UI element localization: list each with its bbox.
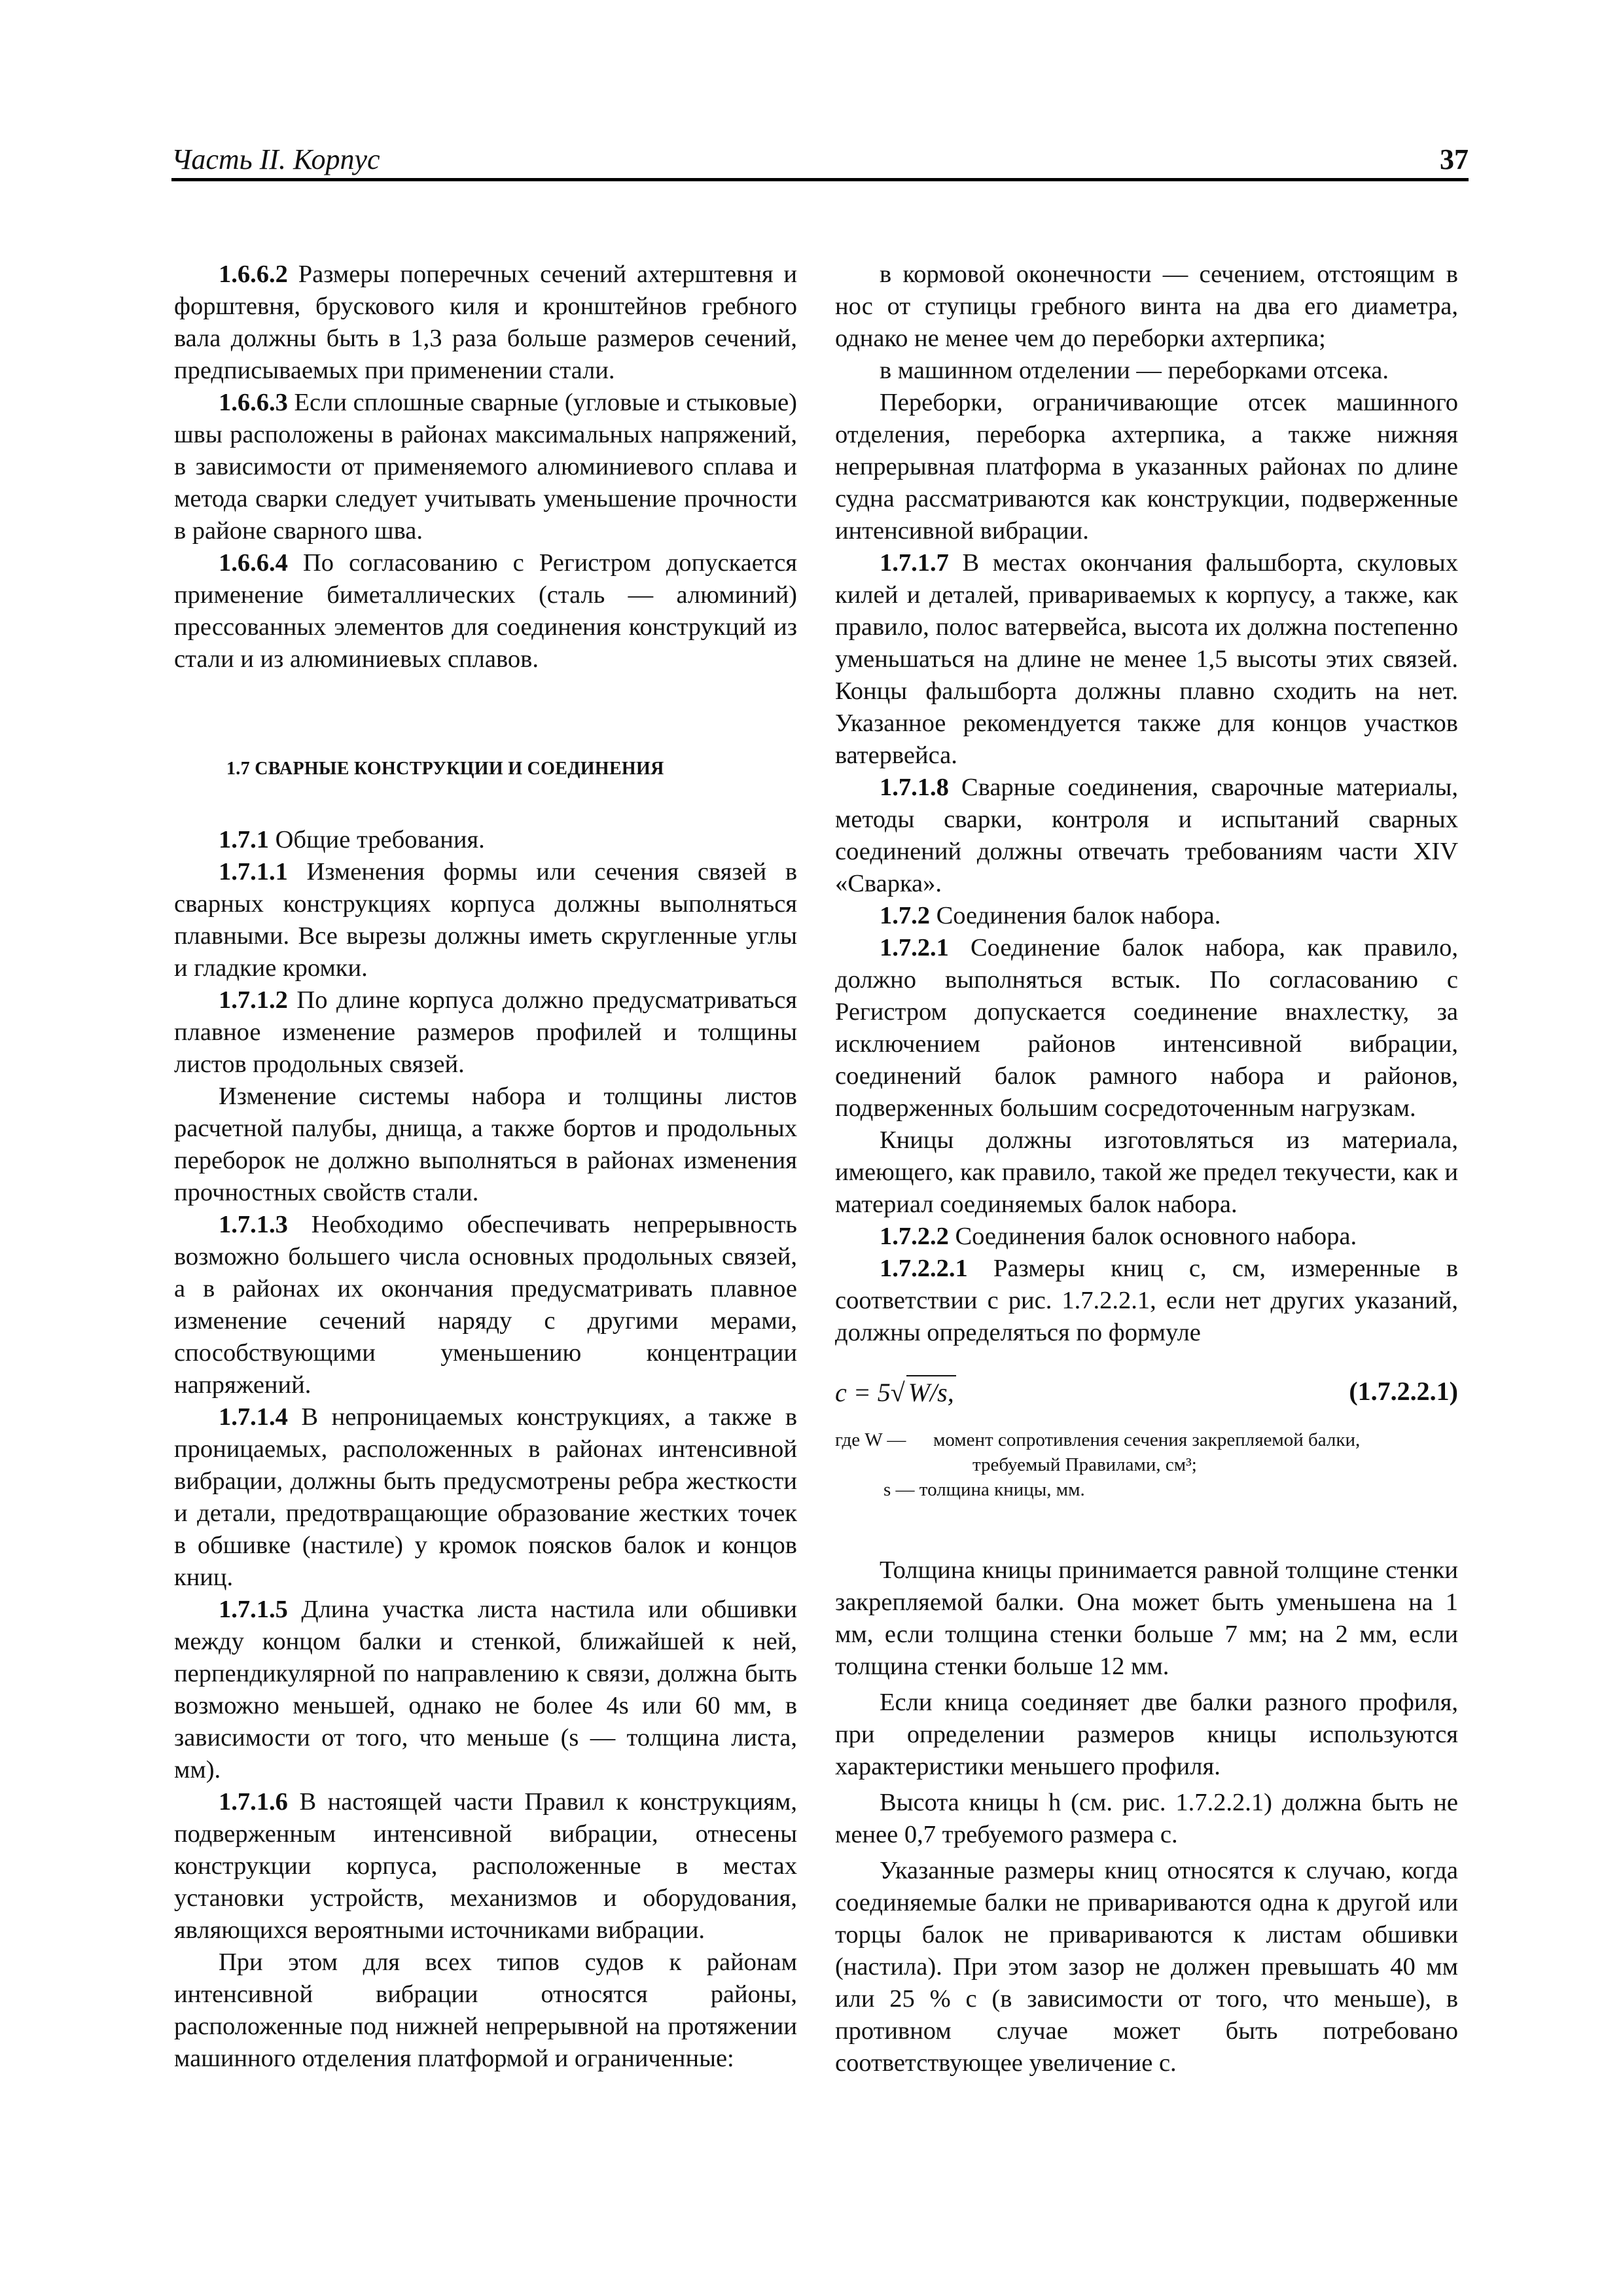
paragraph-height: Высота кницы h (см. рис. 1.7.2.2.1) должна быть не менее 0,7 требуемого размера c. xyxy=(835,1789,1458,1848)
paragraph-1-7-1-1 xyxy=(174,856,797,984)
paragraph-text: В местах окончания фальшборта, скуловых килей и деталей, привариваемых к корпусу, а также, как правило, полос ватервейса, высота их должна постепенно уменьшаться на длине не менее 1,5 высоты этих связей. Концы фальшборта должны плавно сходить на нет. Указанное рекомендуется также для концов участков ватервейса. xyxy=(835,549,1458,769)
paragraph-1-7-2-1 xyxy=(835,932,1458,1124)
paragraph-1-7-2-2-1 xyxy=(835,1253,1458,1349)
legend-w-text-cont: требуемый Правилами, см³; xyxy=(972,1454,1197,1475)
clause-number: 1.6.6.2 xyxy=(219,260,288,288)
paragraph-1-7-2-2 xyxy=(835,1221,1458,1253)
right-column xyxy=(835,259,1458,2079)
legend-w-text: момент сопротивления сечения закрепляемой балки, xyxy=(933,1429,1361,1450)
page-number: 37 xyxy=(1440,143,1469,175)
clause-number: 1.7.2.2.1 xyxy=(880,1255,968,1282)
formula-radicand: W/s, xyxy=(906,1375,956,1408)
clause-number: 1.7.1.6 xyxy=(219,1788,288,1816)
formula-legend xyxy=(835,1427,1458,1502)
paragraph-1-6-6-3 xyxy=(174,387,797,547)
paragraph-gap: Указанные размеры книц относятся к случаю, когда соединяемые балки не привариваются одна к другой или торцы балок не привариваются к листам обшивки (настила). При этом зазор не должен превышать 40 мм или 25 % c (в зависимости от того, что меньше), в противном случае может быть потребовано соответствующее увеличение c. xyxy=(835,1857,1458,2077)
paragraph-vibration-areas: При этом для всех типов судов к районам интенсивной вибрации относятся районы, расположенные под нижней непрерывной на протяжении машинного отделения платформой и ограниченные: xyxy=(174,1948,797,2072)
paragraph-1-6-6-4 xyxy=(174,547,797,675)
clause-number: 1.7.1.7 xyxy=(880,549,949,577)
legend-lead: где W — xyxy=(835,1429,906,1450)
paragraph-text: В настоящей части Правил к конструкциям, подверженным интенсивной вибрации, отнесены конструкции корпуса, расположенные в местах установки устройств, механизмов и оборудования, являющихся вероятными источниками вибрации. xyxy=(174,1788,797,1944)
paragraph-text: Необходимо обеспечивать непрерывность возможно большего числа основных продольных связей, а в районах их окончания предусматривать плавное изменение сечений наряду с другими мерами, способствующими уменьшению концентрации напряжений. xyxy=(174,1211,797,1399)
paragraph-text: Сварные соединения, сварочные материалы, методы сварки, контроля и испытаний сварных соединений должны отвечать требованиям части XIV «Сварка». xyxy=(835,774,1458,897)
paragraph-1-7-1-7 xyxy=(835,547,1458,772)
paragraph-text: По согласованию с Регистром допускается применение биметаллических (сталь — алюминий) прессованных элементов для соединения конструкций из стали и из алюминиевых сплавов. xyxy=(174,549,797,673)
paragraph-text: Изменения формы или сечения связей в сварных конструкциях корпуса должны выполняться плавными. Все вырезы должны иметь скругленные углы и гладкие кромки. xyxy=(174,858,797,982)
formula-expression xyxy=(835,1375,956,1408)
section-heading: 1.7 СВАРНЫЕ КОНСТРУКЦИИ И СОЕДИНЕНИЯ xyxy=(226,759,664,779)
paragraph-thickness: Толщина кницы принимается равной толщине стенки закрепляемой балки. Она может быть уменьшена на 1 мм, если толщина стенки больше 7 мм; на 2 мм, если толщина стенки больше 12 мм. xyxy=(835,1556,1458,1680)
header-title: Часть II. Корпус xyxy=(171,143,380,175)
legend-w xyxy=(835,1427,1458,1477)
formula-number: (1.7.2.2.1) xyxy=(1349,1376,1458,1406)
clause-number: 1.6.6.3 xyxy=(219,389,288,416)
paragraph-text: Общие требования. xyxy=(269,826,485,853)
clause-number: 1.7.1.5 xyxy=(219,1596,288,1623)
paragraph-text: Если сплошные сварные (угловые и стыковые) швы расположены в районах максимальных напряжений, в зависимости от применяемого алюминиевого сплава и метода сварки следует учитывать уменьшение прочности в районе сварного шва. xyxy=(174,389,797,545)
paragraph-1-7-1-4 xyxy=(174,1401,797,1594)
running-header xyxy=(171,143,1469,179)
left-column xyxy=(174,259,797,2075)
paragraph-text: Длина участка листа настила или обшивки между концом балки и стенкой, ближайшей к ней, перпендикулярной по направлению к связи, должна быть возможно меньшей, однако не более 4s или 60 мм, в зависимости от того, что меньше (s — толщина листа, мм). xyxy=(174,1596,797,1784)
paragraph-1-7-2 xyxy=(835,900,1458,932)
paragraph-text: Размеры поперечных сечений ахтерштевня и форштевня, брускового киля и кронштейнов гребного вала должны быть в 1,3 раза больше размеров сечений, предписываемых при применении стали. xyxy=(174,260,797,384)
paragraph-1-7-1 xyxy=(174,824,797,856)
clause-number: 1.7.2.2 xyxy=(880,1223,949,1250)
paragraph-bulkheads: Переборки, ограничивающие отсек машинного отделения, переборка ахтерпика, а также нижняя непрерывная платформа в указанных районах по длине судна рассматриваются как конструкции, подверженные интенсивной вибрации. xyxy=(835,389,1458,545)
paragraph-different-profiles: Если кница соединяет две балки разного профиля, при определении размеров кницы используются характеристики меньшего профиля. xyxy=(835,1689,1458,1780)
paragraph-text: Соединения балок набора. xyxy=(930,902,1221,929)
legend-s: s — толщина кницы, мм. xyxy=(883,1479,1085,1500)
formula-bracket-size xyxy=(835,1369,1458,1427)
clause-number: 1.7.1.1 xyxy=(219,858,288,886)
clause-number: 1.7.2.1 xyxy=(880,934,949,961)
clause-number: 1.6.6.4 xyxy=(219,549,288,577)
formula-lhs: c = 5 xyxy=(835,1378,891,1407)
clause-number: 1.7.1.4 xyxy=(219,1403,288,1431)
paragraph-text: Размеры книц c, см, измеренные в соответствии с рис. 1.7.2.2.1, если нет других указаний, должны определяться по формуле xyxy=(835,1255,1458,1346)
clause-number: 1.7.2 xyxy=(880,902,930,929)
paragraph-structure-change: Изменение системы набора и толщины листов расчетной палубы, днища, а также бортов и продольных переборок не должно выполняться в районах изменения прочностных свойств стали. xyxy=(174,1083,797,1206)
paragraph-1-7-1-5 xyxy=(174,1594,797,1786)
paragraph-engine-room: в машинном отделении — переборками отсека. xyxy=(880,357,1389,384)
paragraph-text: Соединение балок набора, как правило, должно выполняться встык. По согласованию с Регистром допускается соединение внахлестку, за исключением районов интенсивной вибрации, соединений балок рамного набора и районов, подверженных большим сосредоточенным нагрузкам. xyxy=(835,934,1458,1122)
paragraph-brackets-material: Кницы должны изготовляться из материала, имеющего, как правило, такой же предел текучести, как и материал соединяемых балок набора. xyxy=(835,1126,1458,1218)
sqrt-symbol: √ xyxy=(890,1378,905,1407)
paragraph-1-6-6-2 xyxy=(174,259,797,387)
header-rule xyxy=(171,178,1469,181)
paragraph-text: По длине корпуса должно предусматриваться плавное изменение размеров профилей и толщины листов продольных связей. xyxy=(174,986,797,1078)
paragraph-1-7-1-2 xyxy=(174,984,797,1081)
clause-number: 1.7.1.8 xyxy=(880,774,949,801)
paragraph-stern: в кормовой оконечности — сечением, отстоящим в нос от ступицы гребного винта на два его диаметра, однако не менее чем до переборки ахтерпика; xyxy=(835,260,1458,352)
clause-number: 1.7.1 xyxy=(219,826,269,853)
paragraph-1-7-1-6 xyxy=(174,1786,797,1946)
clause-number: 1.7.1.2 xyxy=(219,986,288,1014)
clause-number: 1.7.1.3 xyxy=(219,1211,288,1238)
paragraph-text: В непроницаемых конструкциях, а также в проницаемых, расположенных в районах интенсивной вибрации, должны быть предусмотрены ребра жесткости и детали, предотвращающие образование жестких точек в обшивке (настиле) у кромок поясков балок и концов книц. xyxy=(174,1403,797,1591)
paragraph-1-7-1-8 xyxy=(835,772,1458,900)
paragraph-1-7-1-3 xyxy=(174,1209,797,1401)
paragraph-text: Соединения балок основного набора. xyxy=(948,1223,1357,1250)
